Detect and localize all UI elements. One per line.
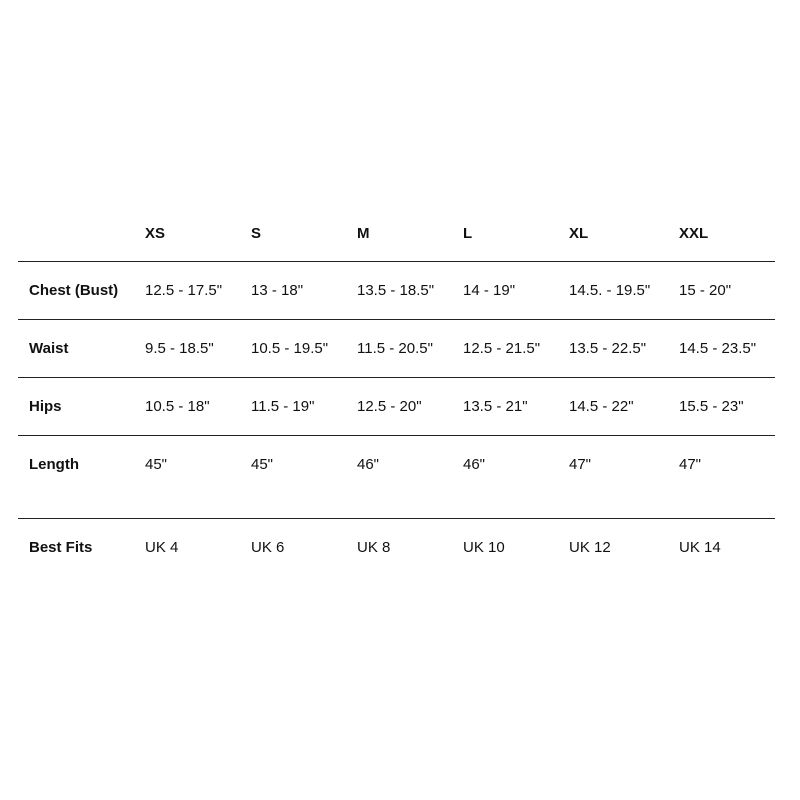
table-cell: 14 - 19" (463, 282, 516, 299)
row-label-hips: Hips (29, 398, 62, 415)
table-cell: 12.5 - 17.5" (145, 282, 223, 299)
row-divider (18, 435, 775, 436)
table-cell: 46" (357, 456, 380, 473)
table-cell: 45" (251, 456, 274, 473)
table-cell: 13.5 - 21" (463, 398, 528, 415)
table-cell: 11.5 - 19" (251, 398, 315, 415)
table-cell: UK 6 (251, 539, 285, 556)
row-divider (18, 377, 775, 378)
table-cell: 11.5 - 20.5" (357, 340, 433, 357)
table-cell: 9.5 - 18.5" (145, 340, 214, 357)
table-cell: UK 4 (145, 539, 179, 556)
table-cell: 46" (463, 456, 486, 473)
table-cell: 13.5 - 18.5" (357, 282, 435, 299)
table-cell: UK 14 (679, 539, 721, 556)
row-label-chest: Chest (Bust) (29, 282, 119, 299)
table-cell: 13 - 18" (251, 282, 304, 299)
table-cell: 45" (145, 456, 168, 473)
table-cell: 15.5 - 23" (679, 398, 744, 415)
size-header-xs: XS (145, 225, 166, 242)
table-cell: 14.5. - 19.5" (569, 282, 651, 299)
row-divider (18, 518, 775, 519)
size-header-xxl: XXL (679, 225, 709, 242)
table-cell: 13.5 - 22.5" (569, 340, 647, 357)
row-label-length: Length (29, 456, 79, 473)
size-header-m: M (357, 225, 370, 242)
row-divider (18, 261, 775, 262)
row-label-waist: Waist (29, 340, 69, 357)
size-header-xl: XL (569, 225, 589, 242)
table-cell: 10.5 - 19.5" (251, 340, 329, 357)
table-cell: 12.5 - 21.5" (463, 340, 541, 357)
size-header-s: S (251, 225, 262, 242)
table-cell: 15 - 20" (679, 282, 732, 299)
table-cell: 47" (679, 456, 702, 473)
row-label-best-fits: Best Fits (29, 539, 93, 556)
table-cell: UK 10 (463, 539, 505, 556)
table-cell: 14.5 - 22" (569, 398, 634, 415)
table-cell: UK 12 (569, 539, 611, 556)
row-divider (18, 319, 775, 320)
size-header-l: L (463, 225, 473, 242)
table-cell: 12.5 - 20" (357, 398, 422, 415)
table-cell: UK 8 (357, 539, 391, 556)
table-cell: 10.5 - 18" (145, 398, 210, 415)
table-cell: 47" (569, 456, 592, 473)
table-cell: 14.5 - 23.5" (679, 340, 757, 357)
